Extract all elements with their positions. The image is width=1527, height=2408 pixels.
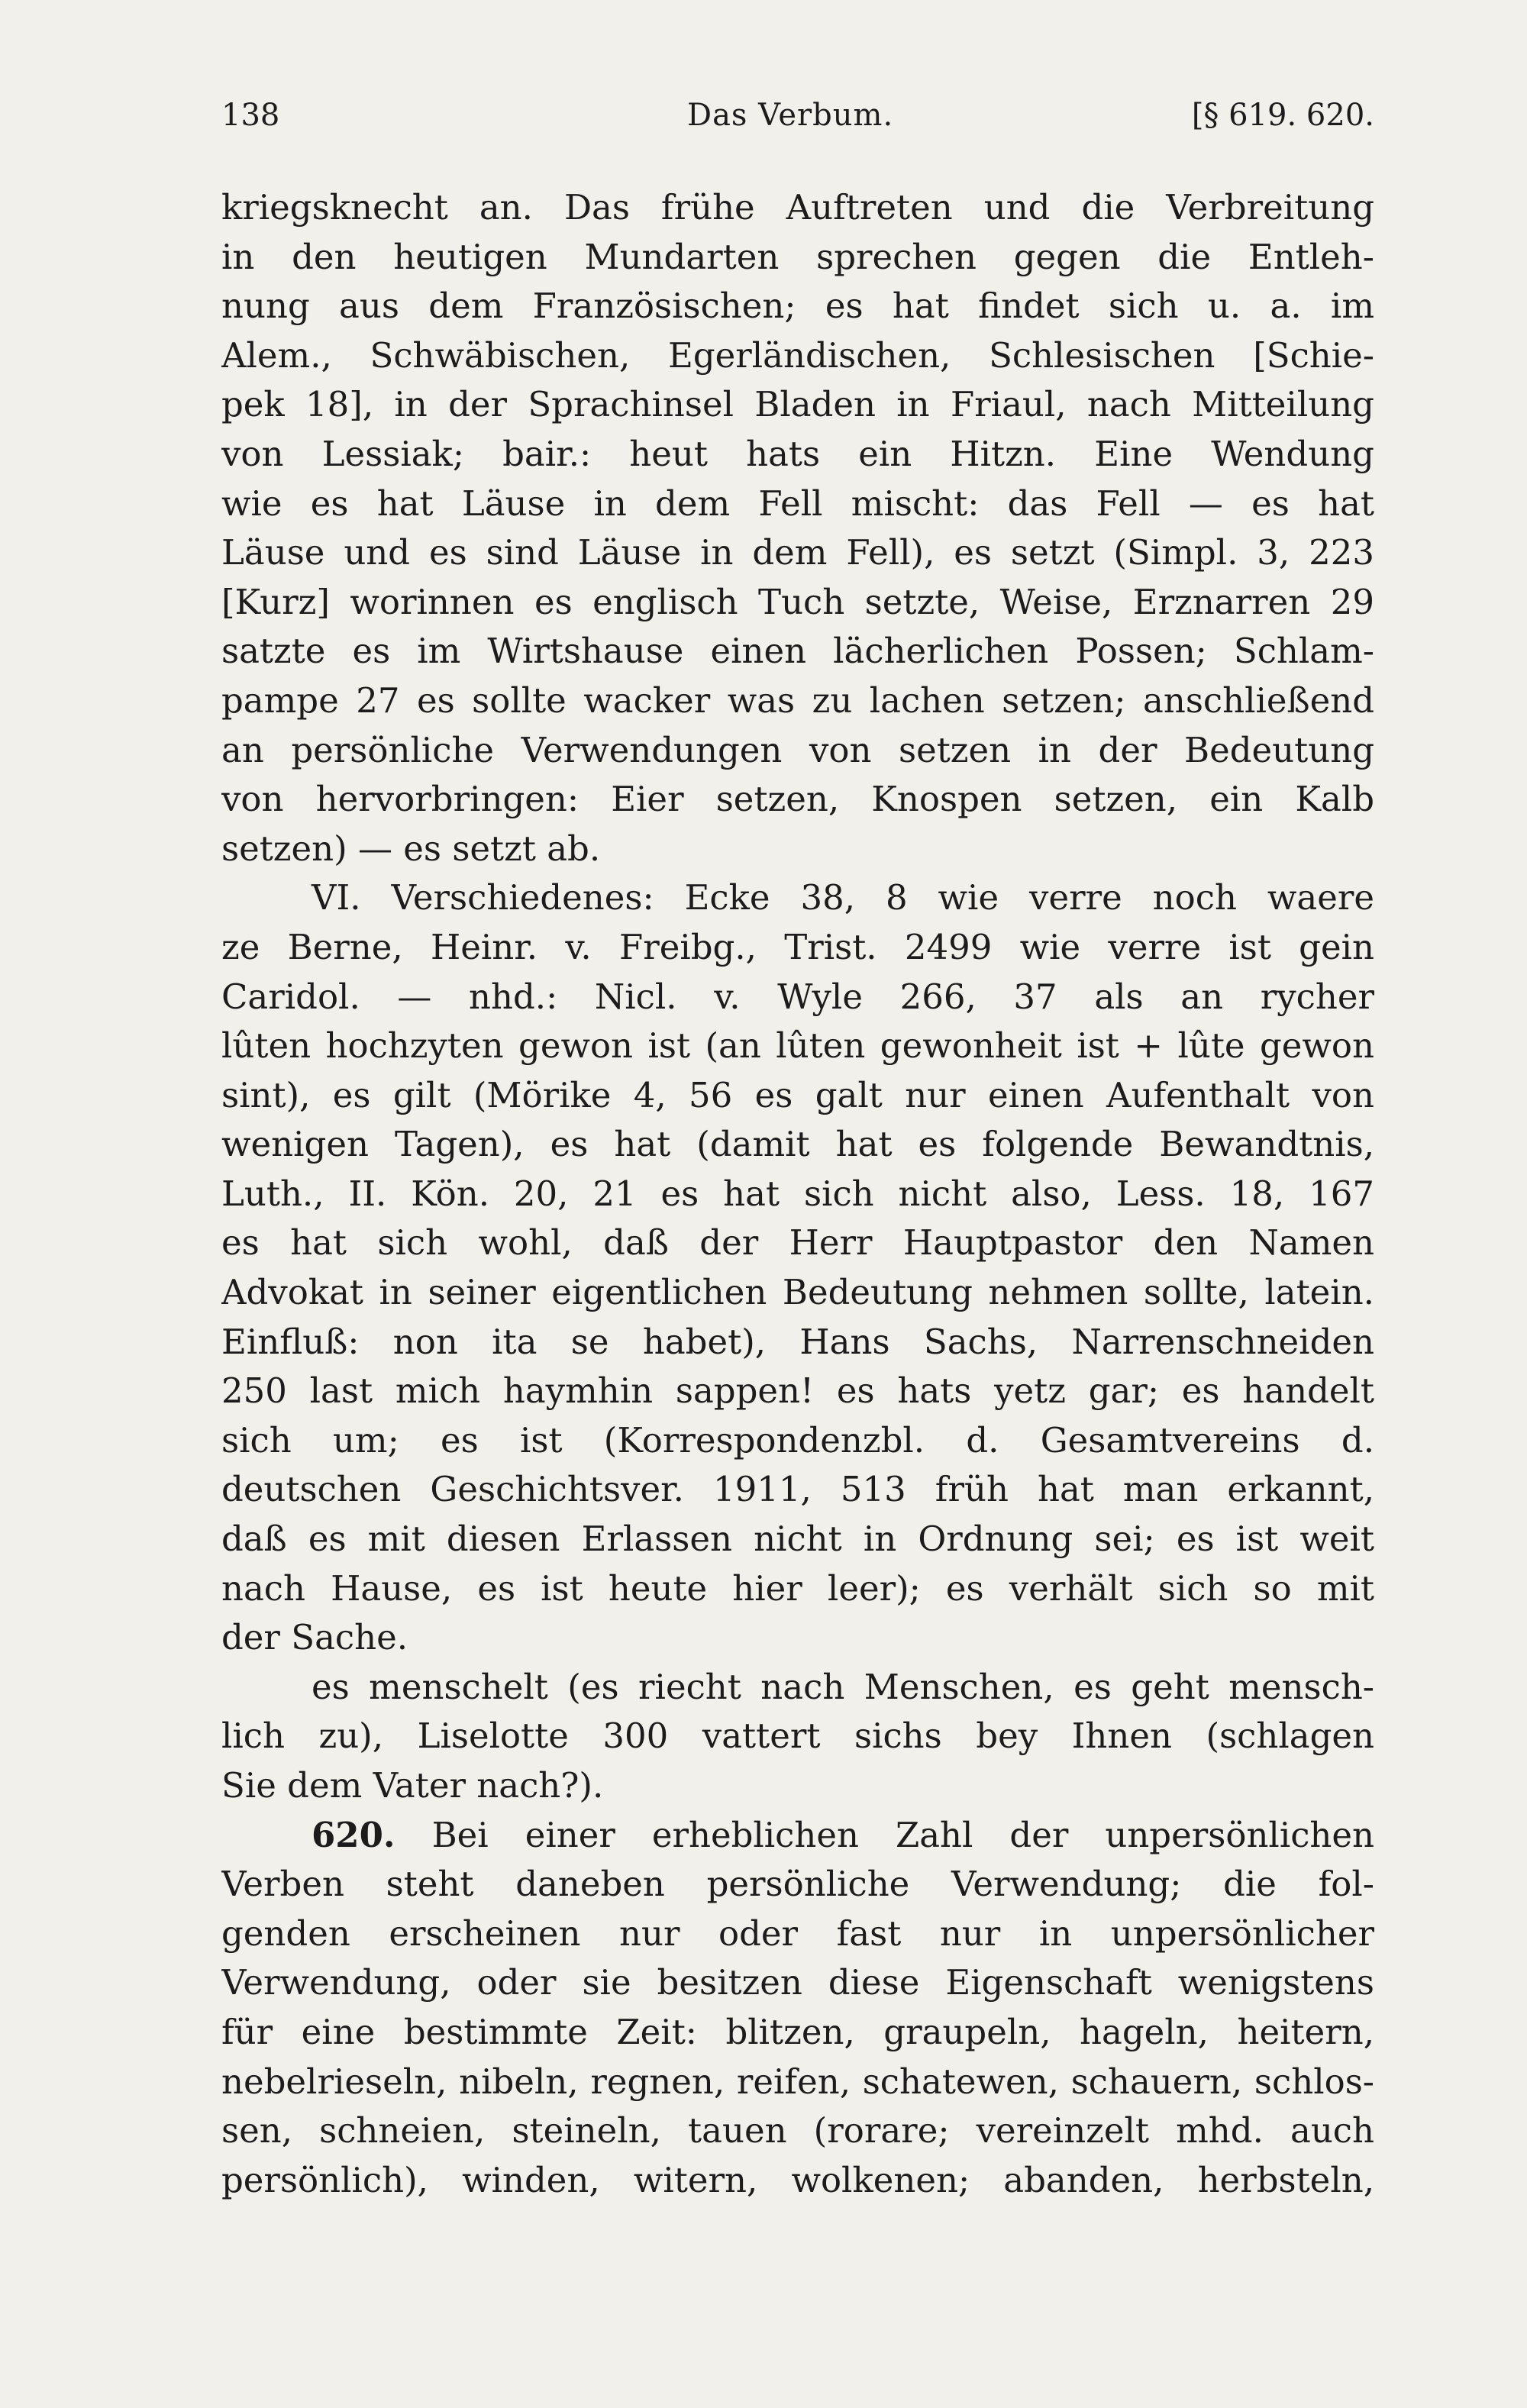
text-line: Alem., Schwäbischen, Egerländischen, Schlesischen [Schie- [221, 334, 1374, 376]
text-line: Verben steht daneben persönliche Verwendung; die fol- [221, 1864, 1374, 1905]
text-line: sint), es gilt (Mörike 4, 56 es galt nur einen Aufenthalt von [221, 1074, 1374, 1115]
running-header [221, 98, 1374, 144]
text-line: VI. Verschiedenes: Ecke 38, 8 wie verre noch waere [312, 877, 1374, 918]
text-line: ze Berne, Heinr. v. Freibg., Trist. 2499 wie verre ist gein [221, 926, 1374, 967]
text-line: daß es mit diesen Erlassen nicht in Ordnung sei; es ist weit [221, 1519, 1374, 1560]
text-line: [Kurz] worinnen es englisch Tuch setzte, Weise, Erznarren 29 [221, 581, 1374, 622]
text-line: genden erscheinen nur oder fast nur in unpersönlicher [221, 1913, 1374, 1954]
text-line: es hat sich wohl, daß der Herr Hauptpastor den Namen [221, 1222, 1374, 1264]
text-line: 250 last mich haymhin sappen! es hats yetz gar; es handelt [221, 1370, 1374, 1412]
text-line: für eine bestimmte Zeit: blitzen, graupeln, hageln, heitern, [221, 2011, 1374, 2052]
section-620 [221, 1811, 1374, 2206]
text-line [221, 1811, 1374, 1861]
page-number: 138 [221, 98, 280, 133]
text-line: es menschelt (es riecht nach Menschen, es geht mensch- [312, 1666, 1374, 1707]
text-line: Sie dem Vater nach?). [221, 1765, 604, 1806]
text-line: nebelrieseln, nibeln, regnen, reifen, schatewen, schauern, schlos- [221, 2061, 1374, 2102]
running-title: Das Verbum. [687, 98, 894, 133]
body-text [221, 183, 1374, 2205]
text-line: setzen) — es setzt ab. [221, 828, 601, 869]
text-line: Caridol. — nhd.: Nicl. v. Wyle 266, 37 als an rycher [221, 976, 1374, 1017]
text-line: satzte es im Wirtshause einen lächerlichen Possen; Schlam- [221, 631, 1374, 672]
paragraph-verschiedenes [221, 873, 1374, 1663]
paragraph-continuation [221, 183, 1374, 873]
text-line: deutschen Geschichtsver. 1911, 513 früh hat man erkannt, [221, 1469, 1374, 1510]
text-line: lich zu), Liselotte 300 vattert sichs bey Ihnen (schlagen [221, 1716, 1374, 1757]
text-line: wenigen Tagen), es hat (damit hat es folgende Bewandtnis, [221, 1124, 1374, 1165]
section-number: 620. [312, 1814, 395, 1855]
text-line: Einfluß: non ita se habet), Hans Sachs, Narrenschneiden [221, 1321, 1374, 1362]
text-line: Advokat in seiner eigentlichen Bedeutung nehmen sollte, latein. [221, 1272, 1374, 1313]
text-line: in den heutigen Mundarten sprechen gegen die Entleh- [221, 236, 1374, 277]
section-first-line: Bei einer erheblichen Zahl der unpersönlichen [431, 1814, 1374, 1855]
text-line: nach Hause, es ist heute hier leer); es verhält sich so mit [221, 1567, 1374, 1609]
text-line: persönlich), winden, witern, wolkenen; abanden, herbsteln, [221, 2159, 1374, 2200]
text-line: von hervorbringen: Eier setzen, Knospen setzen, ein Kalb [221, 779, 1374, 820]
text-line: Läuse und es sind Läuse in dem Fell), es setzt (Simpl. 3, 223 [221, 532, 1374, 573]
paragraph-menschelt [221, 1663, 1374, 1811]
section-range: [§ 619. 620. [1191, 98, 1374, 133]
text-line: von Lessiak; bair.: heut hats ein Hitzn. Eine Wendung [221, 433, 1374, 474]
text-line: lûten hochzyten gewon ist (an lûten gewonheit ist + lûte gewon [221, 1025, 1374, 1067]
text-line: an persönliche Verwendungen von setzen in der Bedeutung [221, 729, 1374, 770]
text-line: kriegsknecht an. Das frühe Auftreten und die Verbreitung [221, 187, 1374, 228]
text-line: Verwendung, oder sie besitzen diese Eigenschaft wenigstens [221, 1962, 1374, 2003]
text-line: sen, schneien, steineln, tauen (rorare; vereinzelt mhd. auch [221, 2110, 1374, 2151]
text-line: pampe 27 es sollte wacker was zu lachen setzen; anschließend [221, 679, 1374, 721]
text-line: wie es hat Läuse in dem Fell mischt: das Fell — es hat [221, 483, 1374, 524]
text-line: Luth., II. Kön. 20, 21 es hat sich nicht also, Less. 18, 167 [221, 1173, 1374, 1214]
text-line: pek 18], in der Sprachinsel Bladen in Friaul, nach Mitteilung [221, 384, 1374, 425]
text-line: nung aus dem Französischen; es hat findet sich u. a. im [221, 286, 1374, 327]
text-line: der Sache. [221, 1617, 408, 1658]
text-line: sich um; es ist (Korrespondenzbl. d. Gesamtvereins d. [221, 1419, 1374, 1461]
